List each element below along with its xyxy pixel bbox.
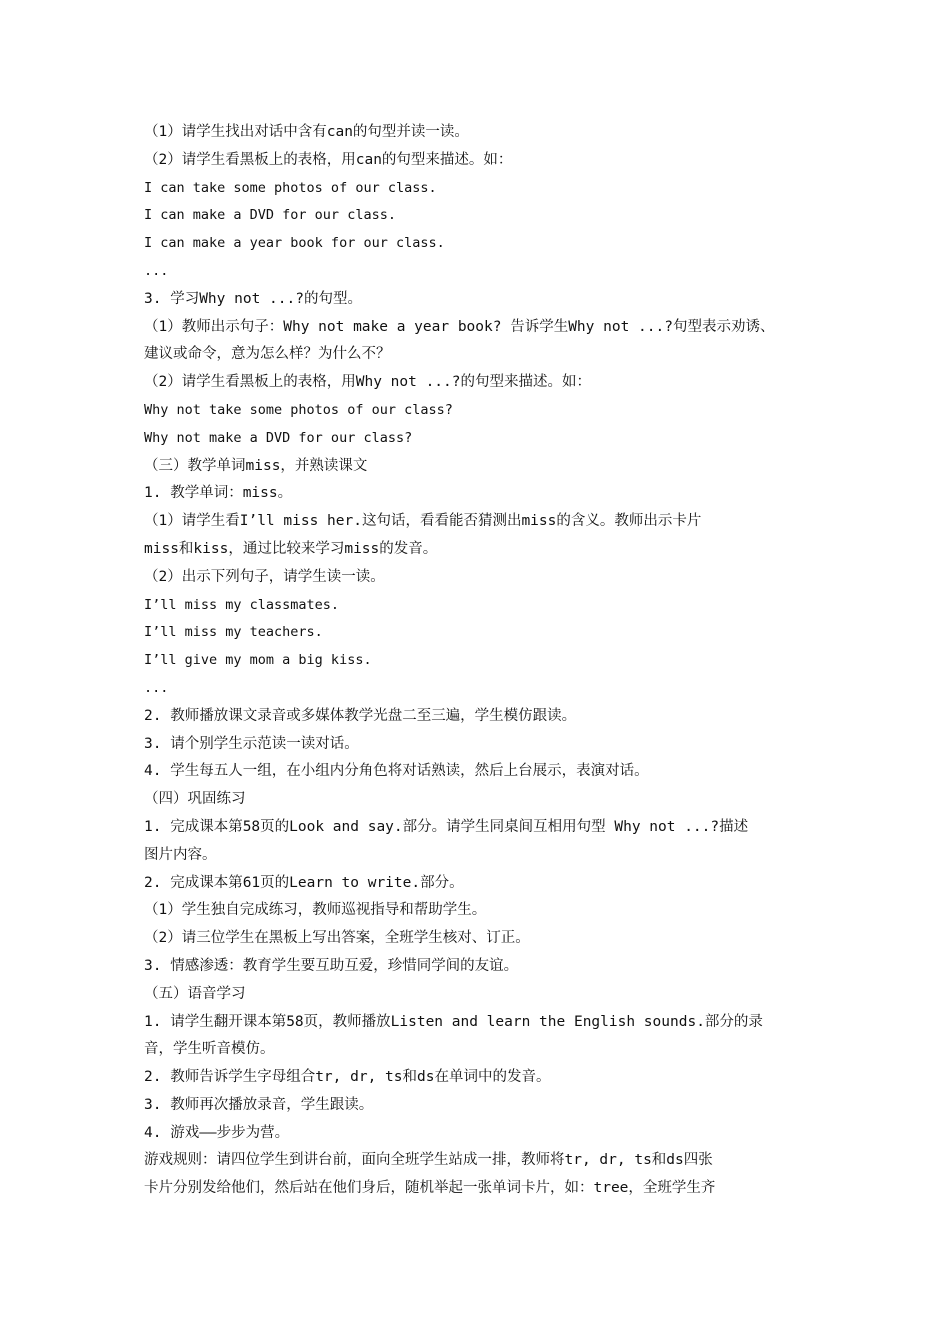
text-line: 3. 学习Why not ...?的句型。 [144,290,362,307]
text-line: 3. 请个别学生示范读一读对话。 [144,735,359,752]
text-line: I’ll miss my teachers. [144,624,323,641]
text-line: 3. 情感渗透：教育学生要互助互爱，珍惜同学间的友谊。 [144,957,519,974]
section-heading: （五）语音学习 [144,985,246,1002]
section-heading: （四）巩固练习 [144,791,246,808]
text-line: （2）请学生看黑板上的表格，用can的句型来描述。如： [144,151,513,168]
text-line: 图片内容。 [144,846,217,863]
text-line: Why not make a DVD for our class? [144,429,413,446]
text-line: I can take some photos of our class. [144,179,437,196]
text-line: （1）教师出示句子：Why not make a year book? 告诉学生Why not ...?句型表示劝诱、 [144,318,775,335]
text-line: （1）请学生找出对话中含有can的句型并读一读。 [144,124,469,140]
document-page [144,119,809,1203]
text-line: 1. 教学单词：miss。 [144,485,293,502]
text-line: I’ll miss my classmates. [144,596,340,613]
text-line: miss和kiss，通过比较来学习miss的发音。 [144,540,438,557]
text-line: 音，学生听音模仿。 [144,1041,275,1058]
text-line: （1）请学生看I’ll miss her.这句话，看看能否猜测出miss的含义。教师出示卡片 [144,513,702,530]
text-line: 4. 学生每五人一组，在小组内分角色将对话熟读，然后上台展示，表演对话。 [144,763,649,780]
text-line: 1. 完成课本第58页的Look and say.部分。请学生同桌间互相用句型 Why not ...?描述 [144,818,749,835]
text-line: ... [144,679,169,696]
text-line: 2. 教师告诉学生字母组合tr, dr, ts和ds在单词中的发音。 [144,1069,551,1086]
text-line: 2. 教师播放课文录音或多媒体教学光盘二至三遍，学生模仿跟读。 [144,707,577,724]
section-heading: （三）教学单词miss，并熟读课文 [144,457,368,474]
text-line: I’ll give my mom a big kiss. [144,652,372,669]
text-line: ... [144,262,169,279]
text-line: Why not take some photos of our class? [144,401,453,418]
text-line: 3. 教师再次播放录音，学生跟读。 [144,1096,374,1113]
text-line: （2）请三位学生在黑板上写出答案，全班学生核对、订正。 [144,930,530,947]
text-line: （1）学生独自完成练习，教师巡视指导和帮助学生。 [144,902,487,919]
text-line: 卡片分别发给他们，然后站在他们身后，随机举起一张单词卡片，如：tree，全班学生齐 [144,1180,716,1197]
text-line: 4. 游戏——步步为营。 [144,1124,290,1141]
text-line: 建议或命令，意为怎么样？为什么不？ [144,346,391,363]
text-line: I can make a year book for our class. [144,235,445,252]
text-line: I can make a DVD for our class. [144,207,396,224]
text-line: 2. 完成课本第61页的Learn to write.部分。 [144,874,464,891]
text-line: 1. 请学生翻开课本第58页，教师播放Listen and learn the English sounds.部分的录 [144,1013,763,1030]
text-line: （2）出示下列句子，请学生读一读。 [144,568,385,585]
text-line: 游戏规则：请四位学生到讲台前，面向全班学生站成一排，教师将tr, dr, ts和ds四张 [144,1152,713,1169]
text-line: （2）请学生看黑板上的表格，用Why not ...?的句型来描述。如： [144,374,591,391]
